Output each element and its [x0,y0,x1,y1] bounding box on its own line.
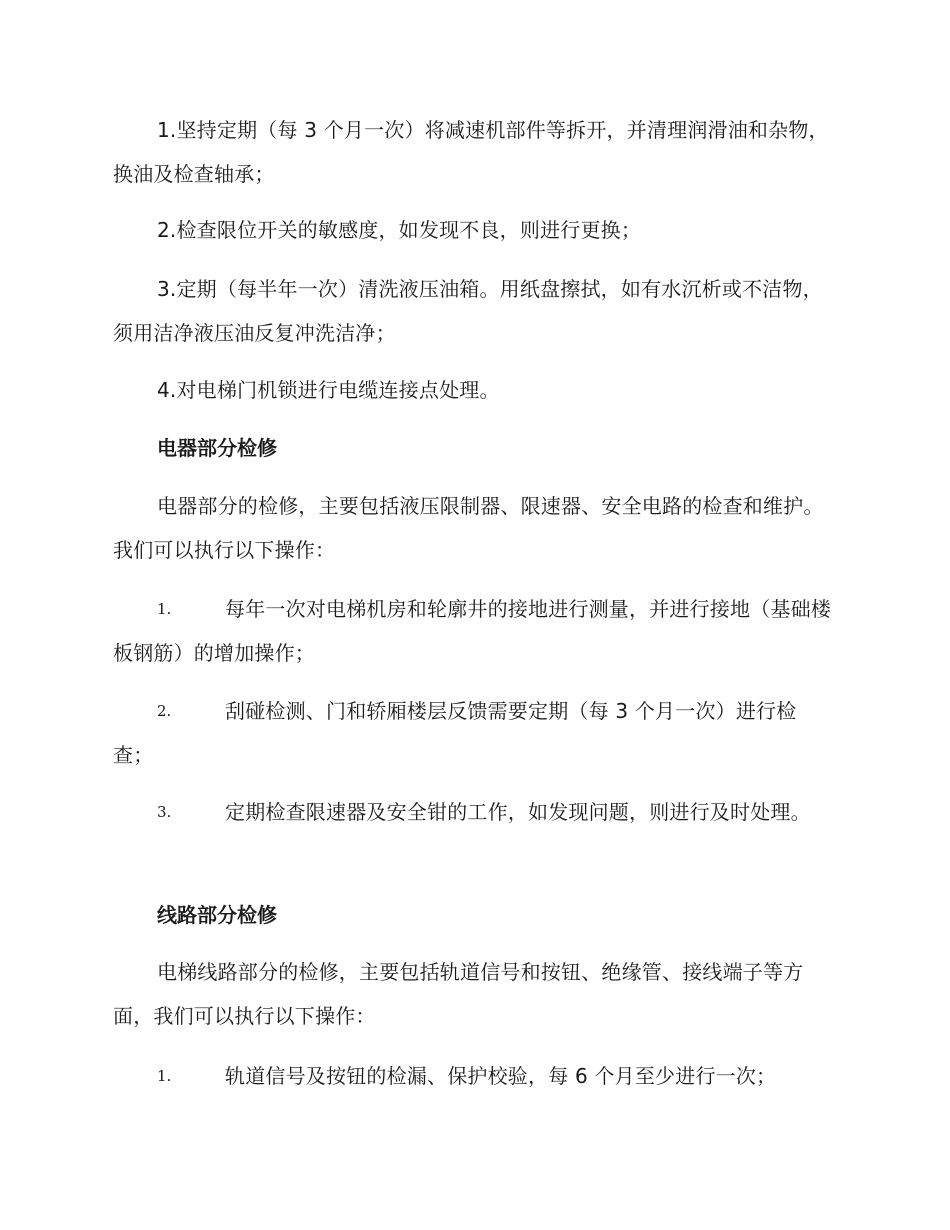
list-number: 1. [157,600,172,618]
list-number: 3. [157,803,172,821]
paragraph-electrical-intro: 电器部分的检修，主要包括液压限制器、限速器、安全电路的检查和维护。我们可以执行以下操作： [113,494,824,562]
list-text: 每年一次对电梯机房和轮廓井的接地进行测量，并进行接地（基础楼板钢筋）的增加操作； [113,597,831,665]
list-item-electrical-3 [113,790,835,834]
list-number: 1. [157,1067,172,1085]
paragraph-wiring-intro: 电梯线路部分的检修，主要包括轨道信号和按钮、绝缘管、接线端子等方面，我们可以执行以下操作： [113,960,804,1028]
list-text: 刮碰检测、门和轿厢楼层反馈需要定期（每 3 个月一次）进行检查； [113,699,797,767]
list-text: 轨道信号及按钮的检漏、保护校验，每 6 个月至少进行一次； [225,1064,777,1088]
list-item-electrical-2 [113,689,835,777]
heading-electrical-section: 电器部分检修 [157,436,277,460]
paragraph-hydraulic-tank: 3.定期（每半年一次）清洗液压油箱。用纸盘擦拭，如有水沉析或不洁物，须用洁净液压油反复冲洗洁净； [113,277,823,345]
list-item-wiring-1 [113,1054,835,1098]
paragraph-reducer-maintenance: 1.坚持定期（每 3 个月一次）将减速机部件等拆开，并清理润滑油和杂物，换油及检查轴承； [113,118,829,186]
list-text: 定期检查限速器及安全钳的工作，如发现问题，则进行及时处理。 [225,800,811,824]
list-number: 2. [157,702,172,720]
paragraph-limit-switch: 2.检查限位开关的敏感度，如发现不良，则进行更换； [157,218,642,242]
paragraph-door-lock: 4.对电梯门机锁进行电缆连接点处理。 [157,378,500,402]
list-item-electrical-1 [113,587,835,675]
heading-wiring-section: 线路部分检修 [157,903,277,927]
